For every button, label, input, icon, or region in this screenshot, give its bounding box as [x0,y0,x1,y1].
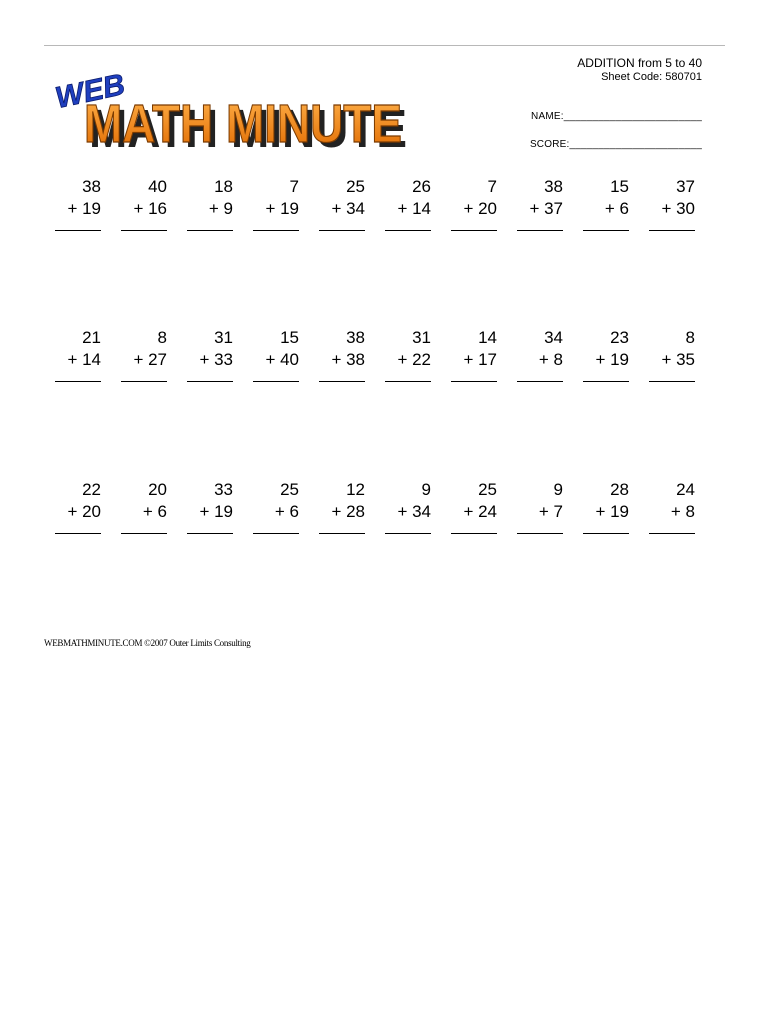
answer-line [121,381,167,382]
addition-problem [449,479,497,534]
problem-addend: + 35 [661,350,695,369]
problem-addend: + 33 [199,350,233,369]
addition-problem [53,327,101,382]
logo-title-shadow: MATH MINUTE [89,99,407,159]
problem-addend: + 20 [67,502,101,521]
addition-problem [251,479,299,534]
problem-addend: + 14 [67,350,101,369]
problem-addend: + 6 [142,502,167,521]
problem-top-number: 8 [685,328,695,347]
problem-top-number: 18 [214,177,233,196]
addition-problem [53,479,101,534]
problem-addend: + 27 [133,350,167,369]
answer-line [121,533,167,534]
answer-line [55,230,101,231]
addition-problem [251,327,299,382]
answer-line [319,230,365,231]
answer-line [517,381,563,382]
addition-problem [185,479,233,534]
name-field: NAME:________________________ [531,111,702,122]
problem-top-number: 31 [214,328,233,347]
answer-line [385,533,431,534]
problem-addend: + 30 [661,199,695,218]
problem-top-number: 12 [346,480,365,499]
logo-web-text: WEB [52,68,128,115]
problem-addend: + 6 [274,502,299,521]
addition-problem [119,176,167,231]
problem-addend: + 20 [463,199,497,218]
problem-top-number: 25 [478,480,497,499]
problem-addend: + 38 [331,350,365,369]
answer-line [253,381,299,382]
answer-line [253,230,299,231]
problem-addend: + 7 [538,502,563,521]
answer-line [517,230,563,231]
problem-addend: + 24 [463,502,497,521]
answer-line [187,533,233,534]
answer-line [121,230,167,231]
addition-problem [317,327,365,382]
problem-top-number: 9 [421,480,431,499]
problem-addend: + 19 [595,350,629,369]
answer-line [385,381,431,382]
addition-problem [449,176,497,231]
problem-top-number: 21 [82,328,101,347]
addition-problem [581,479,629,534]
problem-top-number: 38 [544,177,563,196]
problem-top-number: 38 [82,177,101,196]
answer-line [451,230,497,231]
problem-top-number: 24 [676,480,695,499]
problem-addend: + 6 [604,199,629,218]
problem-top-number: 14 [478,328,497,347]
problem-top-number: 20 [148,480,167,499]
logo-title-text: MATH MINUTE [84,94,402,154]
problem-top-number: 15 [280,328,299,347]
answer-line [253,533,299,534]
addition-problem [185,176,233,231]
problem-top-number: 33 [214,480,233,499]
problem-top-number: 8 [157,328,167,347]
problem-addend: + 40 [265,350,299,369]
sheet-title: ADDITION from 5 to 40 [577,56,702,70]
answer-line [187,381,233,382]
addition-problem [581,327,629,382]
problem-top-number: 40 [148,177,167,196]
problem-addend: + 22 [397,350,431,369]
answer-line [319,533,365,534]
answer-line [451,381,497,382]
problem-addend: + 28 [331,502,365,521]
sheet-code: Sheet Code: 580701 [601,71,702,83]
addition-problem [647,176,695,231]
problem-top-number: 7 [487,177,497,196]
addition-problem [317,176,365,231]
problem-top-number: 9 [553,480,563,499]
answer-line [55,533,101,534]
addition-problem [383,176,431,231]
addition-problem [317,479,365,534]
answer-line [649,230,695,231]
answer-line [583,381,629,382]
addition-problem [647,327,695,382]
problem-addend: + 19 [67,199,101,218]
problem-top-number: 28 [610,480,629,499]
problem-top-number: 26 [412,177,431,196]
score-field: SCORE:_______________________ [529,139,702,150]
problem-addend: + 17 [463,350,497,369]
addition-problem [383,479,431,534]
problem-addend: + 16 [133,199,167,218]
addition-problem [515,327,563,382]
problem-top-number: 7 [289,177,299,196]
problem-addend: + 19 [199,502,233,521]
addition-problem [251,176,299,231]
problem-addend: + 34 [397,502,431,521]
addition-problem [383,327,431,382]
answer-line [649,381,695,382]
problem-top-number: 23 [610,328,629,347]
addition-problem [119,327,167,382]
problem-addend: + 8 [538,350,563,369]
problem-addend: + 8 [670,502,695,521]
footer-copyright: WEBMATHMINUTE.COM ©2007 Outer Limits Consulting [44,638,251,648]
problem-top-number: 34 [544,328,563,347]
problem-top-number: 37 [676,177,695,196]
problem-addend: + 19 [595,502,629,521]
addition-problem [515,176,563,231]
answer-line [517,533,563,534]
answer-line [649,533,695,534]
addition-problem [515,479,563,534]
problem-addend: + 9 [208,199,233,218]
addition-problem [647,479,695,534]
problem-top-number: 38 [346,328,365,347]
problem-top-number: 31 [412,328,431,347]
problem-addend: + 14 [397,199,431,218]
problem-addend: + 19 [265,199,299,218]
problem-top-number: 22 [82,480,101,499]
addition-problem [581,176,629,231]
answer-line [187,230,233,231]
problem-top-number: 25 [280,480,299,499]
problem-addend: + 34 [331,199,365,218]
addition-problem [53,176,101,231]
addition-problem [449,327,497,382]
problem-top-number: 25 [346,177,365,196]
answer-line [451,533,497,534]
problem-addend: + 37 [529,199,563,218]
answer-line [583,533,629,534]
answer-line [583,230,629,231]
problem-top-number: 15 [610,177,629,196]
addition-problem [119,479,167,534]
answer-line [385,230,431,231]
addition-problem [185,327,233,382]
answer-line [55,381,101,382]
answer-line [319,381,365,382]
